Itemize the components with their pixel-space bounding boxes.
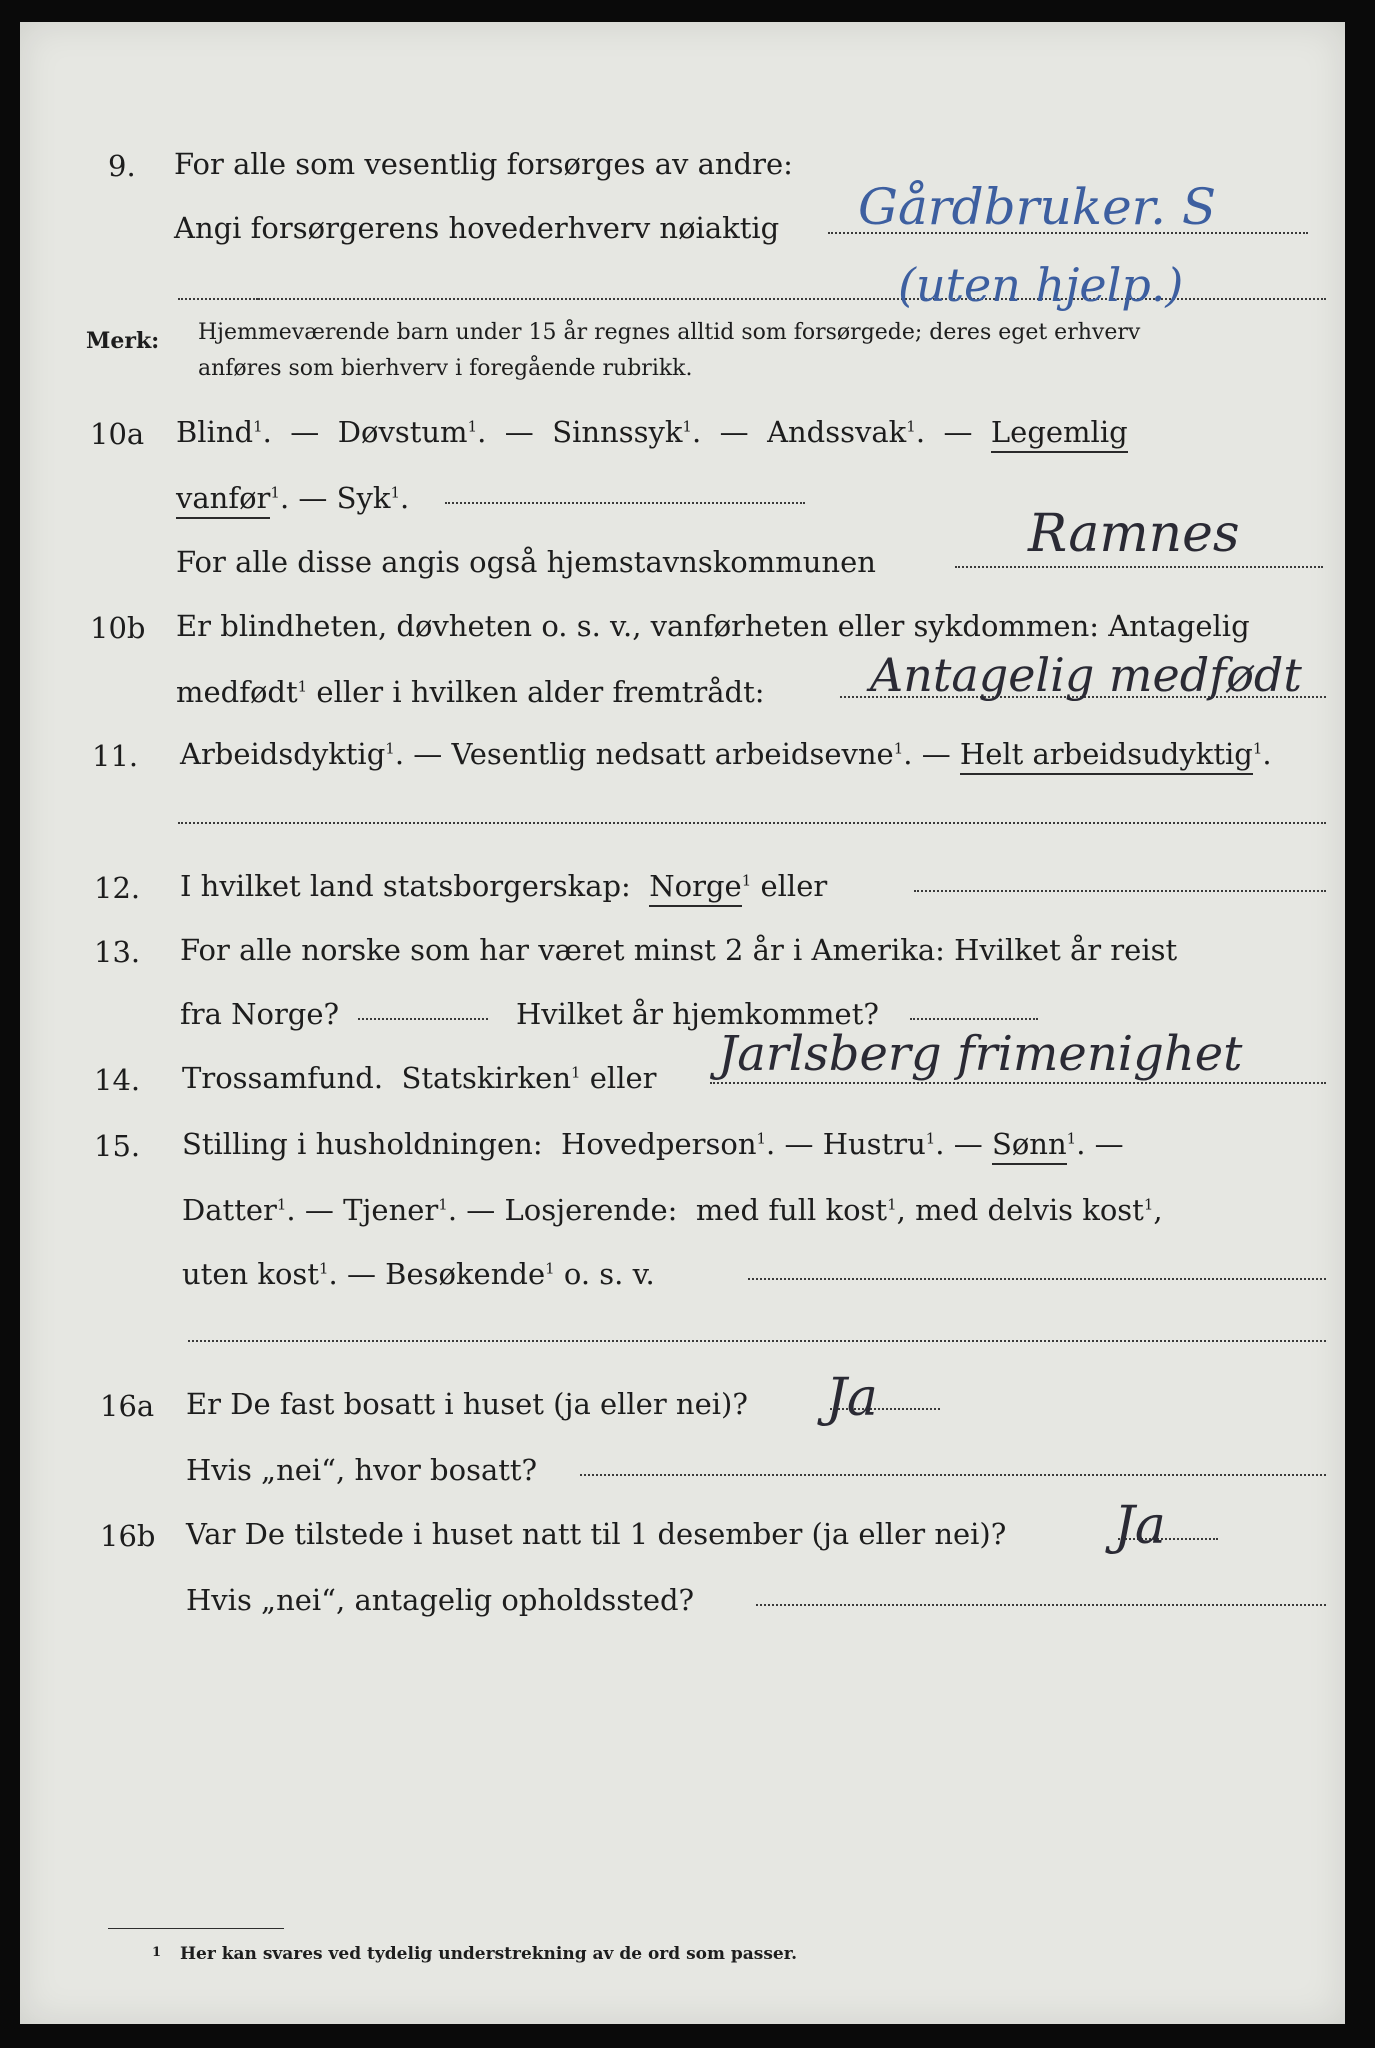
q16b-line2: Hvis „nei“, antagelig opholdssted? [186, 1583, 695, 1617]
opt-besokende: Besøkende [385, 1257, 546, 1291]
opt-hovedperson: Hovedperson [561, 1127, 757, 1161]
sup-mark: 1 [887, 1195, 897, 1214]
q15-osv: o. s. v. [563, 1257, 655, 1291]
q15-blank-line [188, 1340, 1326, 1342]
sup-mark: 1 [571, 1063, 581, 1082]
sup-mark: 1 [385, 739, 395, 758]
q12-text: I hvilket land statsborgerskap: [180, 869, 631, 903]
sup-mark: 1 [925, 1129, 936, 1148]
q9-handwritten-answer2: (uten hjelp.) [898, 258, 1184, 312]
q9-dot-line2 [178, 298, 258, 300]
q15-line2: Datter$^1$. — Tjener$^1$. — Losjerende: med full kost$^1$, med delvis kost$^1$, [182, 1193, 1163, 1227]
sup-mark: 1 [467, 417, 478, 436]
q12-answer-line [914, 890, 1326, 892]
q9-line1: For alle som vesentlig forsørges av andre: [174, 147, 793, 181]
merk-line1: Hjemmeværende barn under 15 år regnes alltid som forsørgede; deres eget erhverv [198, 320, 1141, 345]
q12-line [180, 869, 828, 903]
opt-arbeidsdyktig: Arbeidsdyktig [180, 737, 386, 771]
q10a-answer-line [955, 566, 1323, 568]
q16a-handwritten-answer: Ja [826, 1368, 878, 1428]
merk-line2: anføres som bierhverv i foregående rubrikk. [198, 356, 693, 381]
opt-uten-kost: uten kost [182, 1257, 319, 1291]
q10b-line2-rest: eller i hvilken alder fremtrådt: [316, 675, 765, 709]
q10a-syk-line [445, 502, 805, 504]
q13-number: 13. [94, 935, 141, 969]
q16a-line2: Hvis „nei“, hvor bosatt? [186, 1453, 538, 1487]
q13-line1: For alle norske som har været minst 2 år i Amerika: Hvilket år reist [180, 933, 1178, 967]
q16a-number: 16a [100, 1389, 155, 1423]
opt-full-kost: med full kost [695, 1193, 888, 1227]
opt-legemlig-underlined: Legemlig [991, 415, 1128, 453]
opt-andssvak: Andssvak [767, 415, 907, 449]
opt-sonn-underlined: Sønn [992, 1127, 1067, 1165]
q15-line3: uten kost$^1$. — Besøkende$^1$ o. s. v. [182, 1257, 655, 1291]
merk-label: Merk: [86, 328, 160, 354]
sup-mark: 1 [318, 1259, 329, 1278]
sup-mark: 1 [390, 483, 400, 502]
footnote-text: Her kan svares ved tydelig understrekning av de ord som passer. [180, 1944, 798, 1964]
opt-helt-underlined: Helt arbeidsudyktig [960, 737, 1253, 775]
q14-answer-line [710, 1082, 1326, 1084]
opt-syk: Syk [336, 481, 391, 515]
sup-mark: 1 [276, 1195, 287, 1214]
opt-datter: Datter [182, 1193, 277, 1227]
q10a-number: 10a [90, 417, 145, 451]
q15-number: 15. [94, 1129, 141, 1163]
q13-fra: fra Norge? [180, 997, 340, 1031]
q9-line2: Angi forsørgerens hovederhverv nøiaktig [174, 211, 780, 245]
q10a-line2: vanfør$^1$. — Syk$^1$. [176, 484, 409, 513]
footnote-mark: 1 [152, 1945, 162, 1960]
opt-hustru: Hustru [822, 1127, 926, 1161]
q13-fra-line [358, 1018, 488, 1020]
opt-vanfor-underlined: vanfør [176, 481, 270, 519]
sup-mark: 1 [1252, 739, 1263, 758]
q11-line: Arbeidsdyktig$^1$. — Vesentlig nedsatt arbeidsevne$^1$. — Helt arbeidsudyktig$^1$. [180, 740, 1272, 769]
q10a-line1: Blind$^1$. — Døvstum$^1$. — Sinnssyk$^1$. — Andssvak$^1$. — Legemlig [176, 418, 1128, 447]
q16b-line1: Var De tilstede i huset natt til 1 desember (ja eller nei)? [186, 1517, 1007, 1551]
q16b-number: 16b [100, 1519, 156, 1553]
opt-delvis-kost: med delvis kost [915, 1193, 1144, 1227]
q12-number: 12. [94, 871, 141, 905]
opt-vesentlig: Vesentlig nedsatt arbeidsevne [451, 737, 894, 771]
opt-tjener: Tjener [343, 1193, 439, 1227]
q16b-handwritten-answer: Ja [1114, 1496, 1166, 1556]
q10b-line1: Er blindheten, døvheten o. s. v., vanførheten eller sykdommen: Antagelig [176, 609, 1250, 643]
q13-hjem-line [910, 1018, 1038, 1020]
q15-line1: Stilling i husholdningen: Hovedperson$^1$. — Hustru$^1$. — Sønn$^1$. — [182, 1130, 1124, 1159]
q10b-handwritten-answer: Antagelig medfødt [870, 648, 1302, 702]
sup-mark: 1 [893, 739, 904, 758]
sup-mark: 1 [253, 417, 263, 436]
opt-norge-underlined: Norge [649, 869, 741, 907]
opt-sinnssyk: Sinnssyk [552, 415, 683, 449]
opt-blind: Blind [176, 415, 254, 449]
opt-statskirken: Statskirken [401, 1061, 571, 1095]
q15-answer-line [748, 1278, 1326, 1280]
sup-mark: 1 [297, 677, 308, 696]
q14-handwritten-answer: Jarlsberg frimenighet [718, 1026, 1243, 1082]
sup-mark: 1 [741, 871, 752, 890]
sup-mark: 1 [1143, 1195, 1154, 1214]
q16a-line2-answer [580, 1474, 1326, 1476]
q14-trossamfund: Trossamfund. [182, 1061, 384, 1095]
census-form-page [20, 22, 1345, 2024]
opt-medfodt: medfødt [176, 675, 298, 709]
q14-eller: eller [589, 1061, 657, 1095]
sup-mark: 1 [906, 417, 916, 436]
q11-number: 11. [92, 739, 139, 773]
q16a-line1: Er De fast bosatt i huset (ja eller nei)? [186, 1387, 748, 1421]
opt-dovstum: Døvstum [337, 415, 468, 449]
q14-line [182, 1061, 657, 1095]
sup-mark: 1 [545, 1259, 555, 1278]
q15-stilling: Stilling i husholdningen: [182, 1127, 543, 1161]
q11-blank-line [178, 822, 1326, 824]
q9-handwritten-answer1: Gårdbruker. S [858, 178, 1217, 236]
opt-losjerende: Losjerende: [504, 1193, 678, 1227]
sup-mark: 1 [756, 1129, 767, 1148]
q14-number: 14. [94, 1063, 141, 1097]
q10a-line3: For alle disse angis også hjemstavnskommunen [176, 545, 876, 579]
q10b-line2 [176, 675, 765, 709]
q13-hjem: Hvilket år hjemkommet? [516, 997, 879, 1031]
q12-eller: eller [760, 869, 828, 903]
sup-mark: 1 [682, 417, 692, 436]
q9-number: 9. [108, 149, 136, 183]
footnote-rule [108, 1928, 284, 1929]
sup-mark: 1 [270, 483, 280, 502]
q10a-handwritten-answer: Ramnes [1028, 504, 1240, 564]
sup-mark: 1 [438, 1195, 448, 1214]
q10b-number: 10b [90, 611, 146, 645]
sup-mark: 1 [1066, 1129, 1077, 1148]
q16b-line2-answer [756, 1604, 1326, 1606]
